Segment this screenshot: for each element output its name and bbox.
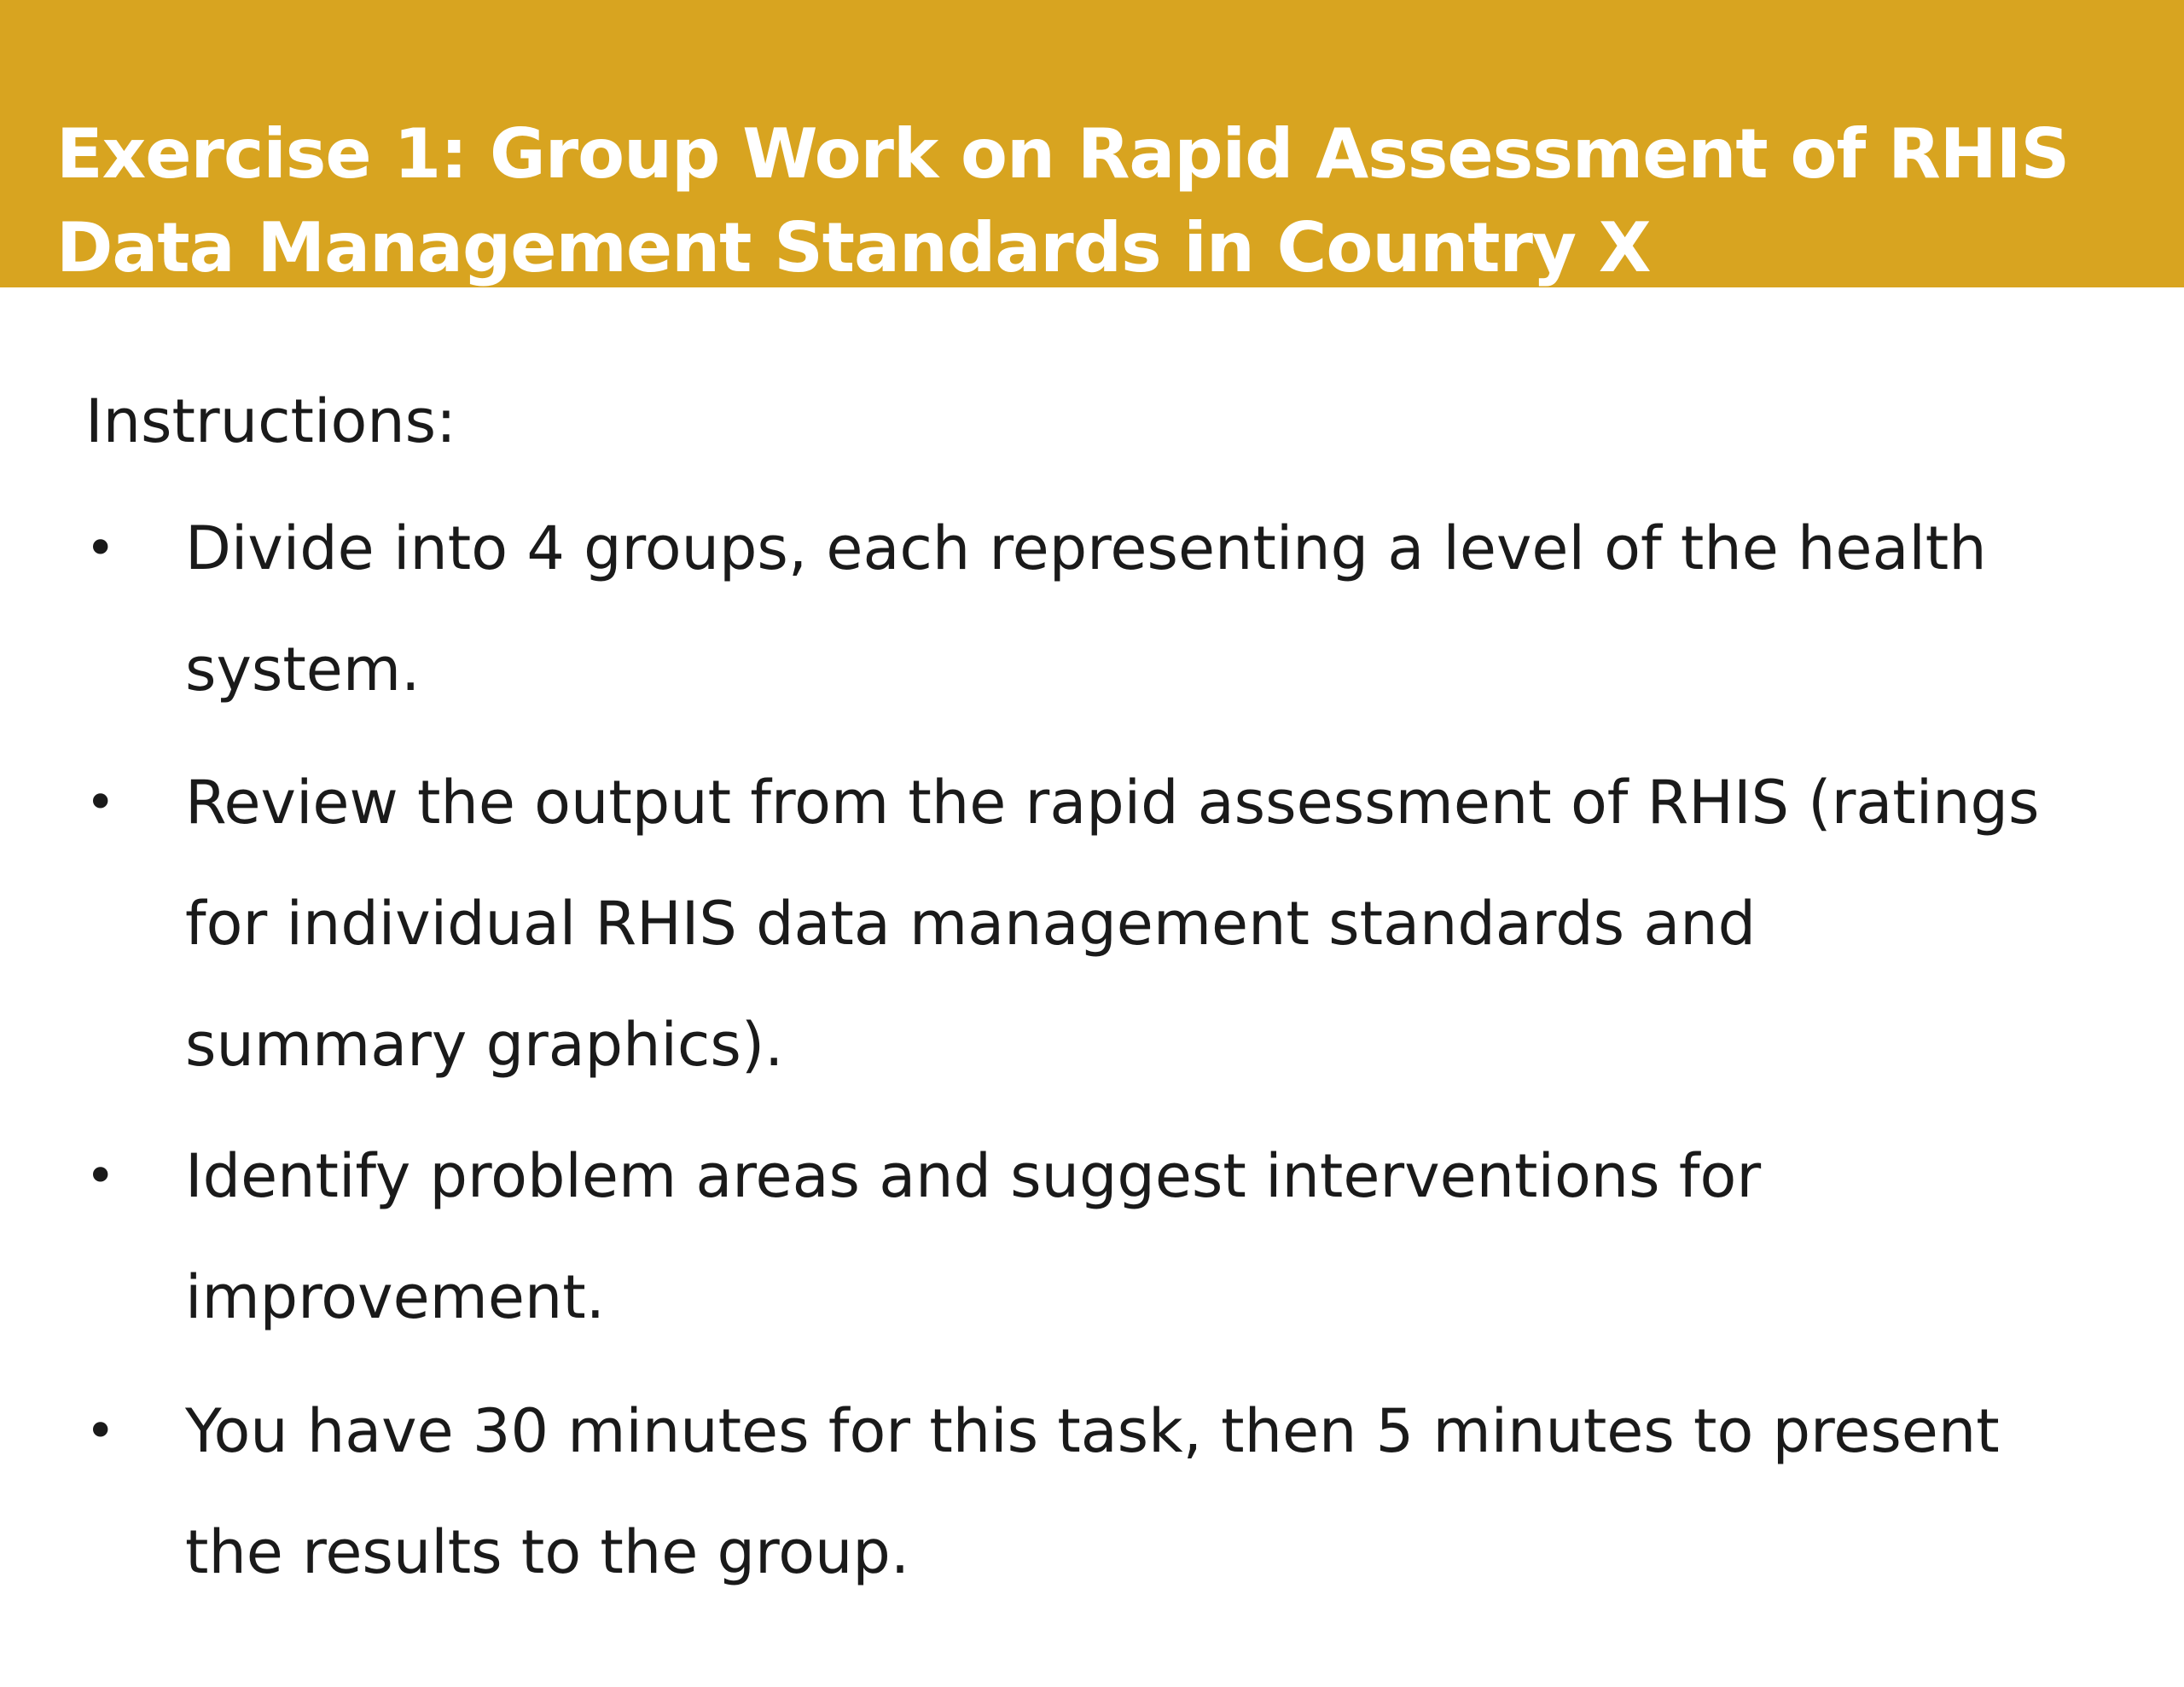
bullet-text [185,1116,2147,1358]
bullet-line: Review the output from the rapid assessment of RHIS (ratings [185,768,2040,838]
bullet-line: the results to the group. [185,1517,910,1587]
bullet-text [185,1371,2147,1613]
slide-title-line-1: Exercise 1: Group Work on Rapid Assessment of RHIS [56,114,2070,194]
slide-title-line-2: Data Management Standards in Country X [56,208,1651,287]
bullet-text [185,488,2147,730]
bullet-icon: • [85,773,116,832]
bullet-text [185,742,2147,1105]
instructions-heading: Instructions: [85,386,456,456]
bullet-line: Divide into 4 groups, each representing a level of the health [185,513,1987,583]
bullet-line: system. [185,635,421,704]
bullet-icon: • [85,1401,116,1461]
bullet-icon: • [85,1146,116,1206]
bullet-line: summary graphics). [185,1010,784,1080]
bullet-line: You have 30 minutes for this task, then 5 minutes to present [185,1396,2000,1466]
bullet-line: Identify problem areas and suggest interventions for [185,1141,1762,1211]
bullet-line: for individual RHIS data management standards and [185,889,1757,959]
bullet-line: improvement. [185,1262,605,1332]
bullet-icon: • [85,519,116,578]
